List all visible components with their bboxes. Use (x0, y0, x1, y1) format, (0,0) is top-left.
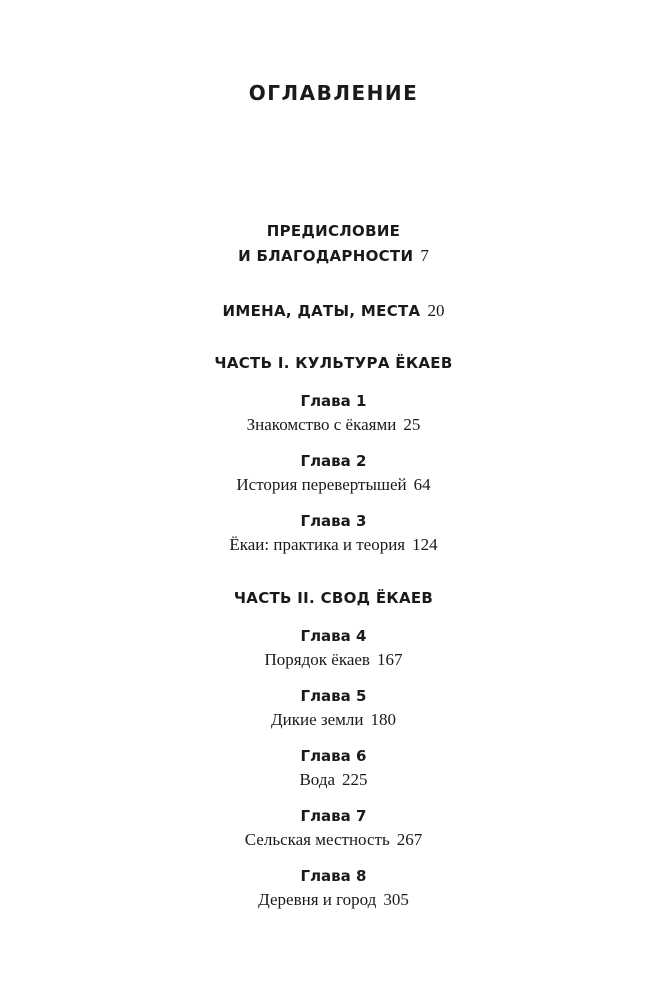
chapter-1-entry (0, 416, 667, 433)
toc-entry-names (0, 302, 667, 319)
chapter-4-title: Порядок ёкаев (264, 650, 370, 669)
chapter-5-label: Глава 5 (300, 687, 367, 705)
toc-entry-preface-title: И БЛАГОДАРНОСТИ (238, 247, 414, 265)
toc-entry-names-page: 20 (427, 301, 445, 320)
chapter-8-label: Глава 8 (300, 867, 367, 885)
chapter-6-page: 225 (342, 770, 368, 789)
chapter-8-title: Деревня и город (258, 890, 377, 909)
chapter-2-entry (0, 476, 667, 493)
toc-entry-preface-line2 (0, 247, 667, 264)
chapter-5-title: Дикие земли (271, 710, 364, 729)
chapter-7-entry (0, 831, 667, 848)
chapter-3-label: Глава 3 (300, 512, 367, 530)
toc-entry-names-title: ИМЕНА, ДАТЫ, МЕСТА (222, 302, 421, 320)
chapter-8-entry (0, 891, 667, 908)
chapter-5-page: 180 (370, 710, 396, 729)
part-2-heading: ЧАСТЬ II. СВОД ЁКАЕВ (233, 589, 434, 607)
chapter-4-entry (0, 651, 667, 668)
chapter-7-page: 267 (396, 830, 423, 849)
chapter-1-title: Знакомство с ёкаями (246, 415, 397, 434)
chapter-6-label: Глава 6 (300, 747, 367, 765)
toc-entry-preface-line1: ПРЕДИСЛОВИЕ (266, 222, 401, 240)
chapter-2-title: История перевертышей (236, 475, 407, 494)
chapter-6-title: Вода (299, 770, 336, 789)
chapter-1-label: Глава 1 (300, 392, 367, 410)
chapter-6-entry (0, 771, 667, 788)
chapter-3-entry (0, 536, 667, 553)
chapter-7-label: Глава 7 (300, 807, 367, 825)
chapter-2-page: 64 (413, 475, 431, 494)
chapter-1-page: 25 (403, 415, 421, 434)
chapter-2-label: Глава 2 (300, 452, 367, 470)
page-title: ОГЛАВЛЕНИЕ (248, 81, 419, 105)
chapter-3-page: 124 (412, 535, 438, 554)
chapter-7-title: Сельская местность (244, 830, 390, 849)
chapter-5-entry (0, 711, 667, 728)
toc-entry-preface-page: 7 (420, 246, 429, 265)
part-1-heading: ЧАСТЬ I. КУЛЬТУРА ЁКАЕВ (214, 354, 453, 372)
chapter-8-page: 305 (383, 890, 409, 909)
chapter-4-label: Глава 4 (300, 627, 367, 645)
chapter-4-page: 167 (376, 650, 403, 669)
chapter-3-title: Ёкаи: практика и теория (229, 535, 406, 554)
